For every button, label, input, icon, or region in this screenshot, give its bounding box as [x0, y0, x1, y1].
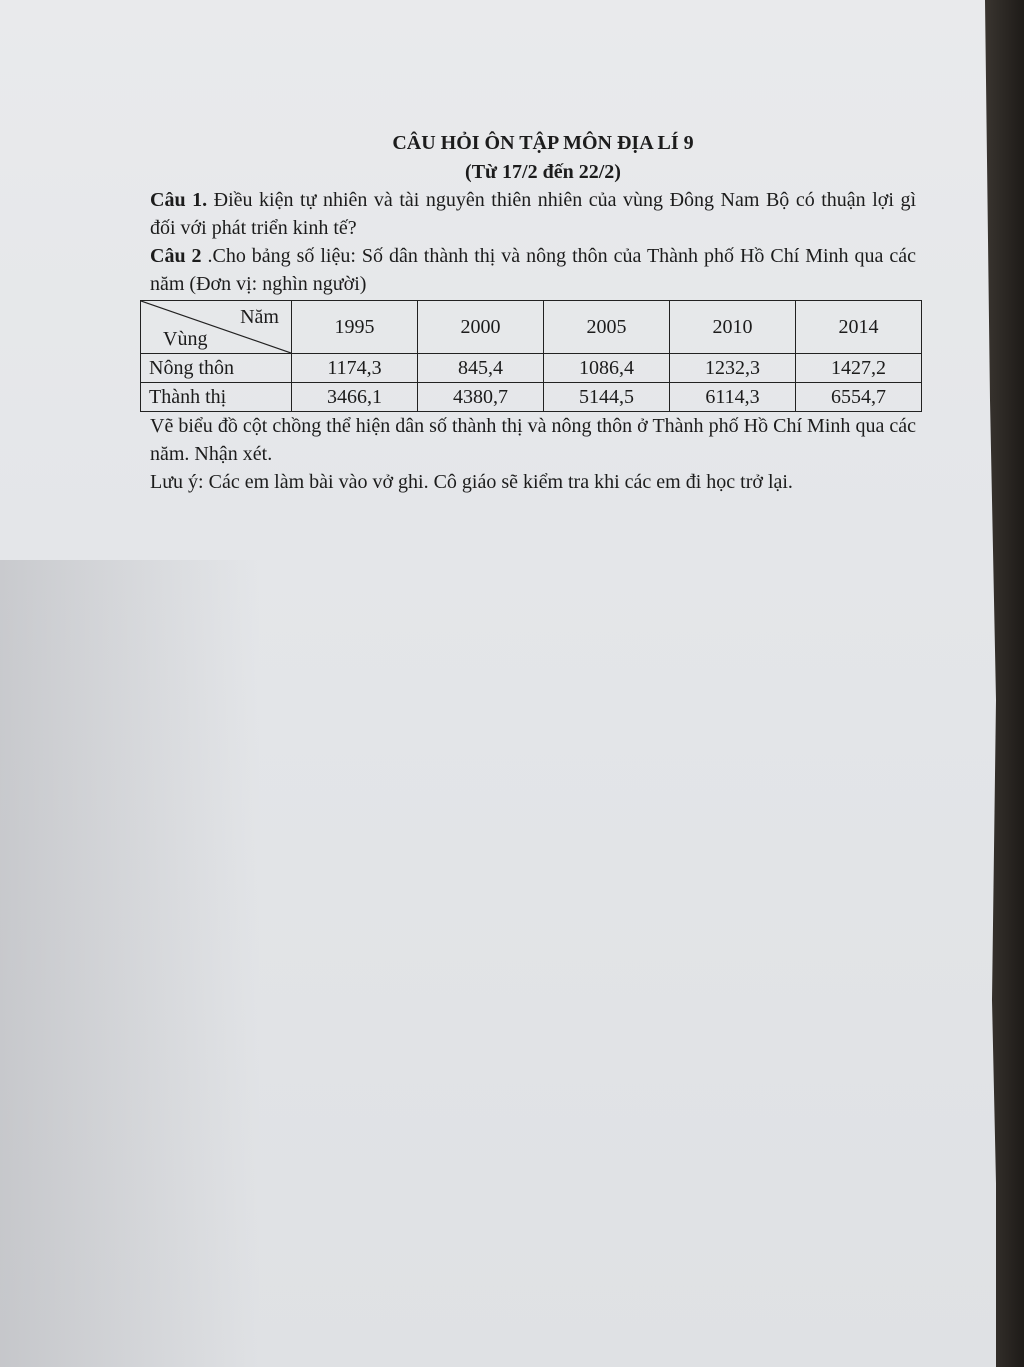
corner-region-label: Vùng	[163, 328, 208, 350]
paper-shadow	[0, 560, 260, 1367]
row-label: Nông thôn	[141, 354, 292, 383]
document-title: CÂU HỎI ÔN TẬP MÔN ĐỊA LÍ 9	[392, 132, 694, 154]
question-2-label: Câu 2	[150, 245, 202, 267]
question-2-text: .Cho bảng số liệu: Số dân thành thị và nông thôn của Thành phố Hồ Chí Minh qua các năm (Đơn vị: nghìn người)	[150, 245, 916, 295]
year-header: 2010	[670, 301, 796, 354]
table-row	[141, 354, 922, 383]
question-1-label: Câu 1.	[150, 189, 208, 211]
table-cell: 4380,7	[418, 383, 544, 412]
table-header-row	[141, 301, 922, 354]
table-corner-cell	[141, 301, 292, 354]
table-cell: 845,4	[418, 354, 544, 383]
year-header: 2000	[418, 301, 544, 354]
note: Lưu ý: Các em làm bài vào vở ghi. Cô giáo sẽ kiểm tra khi các em đi học trở lại.	[150, 471, 793, 493]
corner-year-label: Năm	[240, 306, 279, 328]
table-cell: 1174,3	[292, 354, 418, 383]
table-row	[141, 383, 922, 412]
table-cell: 5144,5	[544, 383, 670, 412]
year-header: 2014	[796, 301, 922, 354]
question-1	[150, 186, 916, 242]
row-label: Thành thị	[141, 383, 292, 412]
document-subtitle: (Từ 17/2 đến 22/2)	[465, 161, 621, 183]
question-2	[150, 242, 916, 298]
table-cell: 1427,2	[796, 354, 922, 383]
population-table	[140, 300, 922, 412]
table-cell: 3466,1	[292, 383, 418, 412]
question-1-text: Điều kiện tự nhiên và tài nguyên thiên nhiên của vùng Đông Nam Bộ có thuận lợi gì đối với phát triển kinh tế?	[150, 189, 916, 239]
year-header: 1995	[292, 301, 418, 354]
task-instruction: Vẽ biểu đồ cột chồng thể hiện dân số thành thị và nông thôn ở Thành phố Hồ Chí Minh qua các năm. Nhận xét.	[150, 415, 916, 465]
table-cell: 1086,4	[544, 354, 670, 383]
table-cell: 6114,3	[670, 383, 796, 412]
table-cell: 1232,3	[670, 354, 796, 383]
document-content	[150, 128, 916, 496]
table-cell: 6554,7	[796, 383, 922, 412]
year-header: 2005	[544, 301, 670, 354]
